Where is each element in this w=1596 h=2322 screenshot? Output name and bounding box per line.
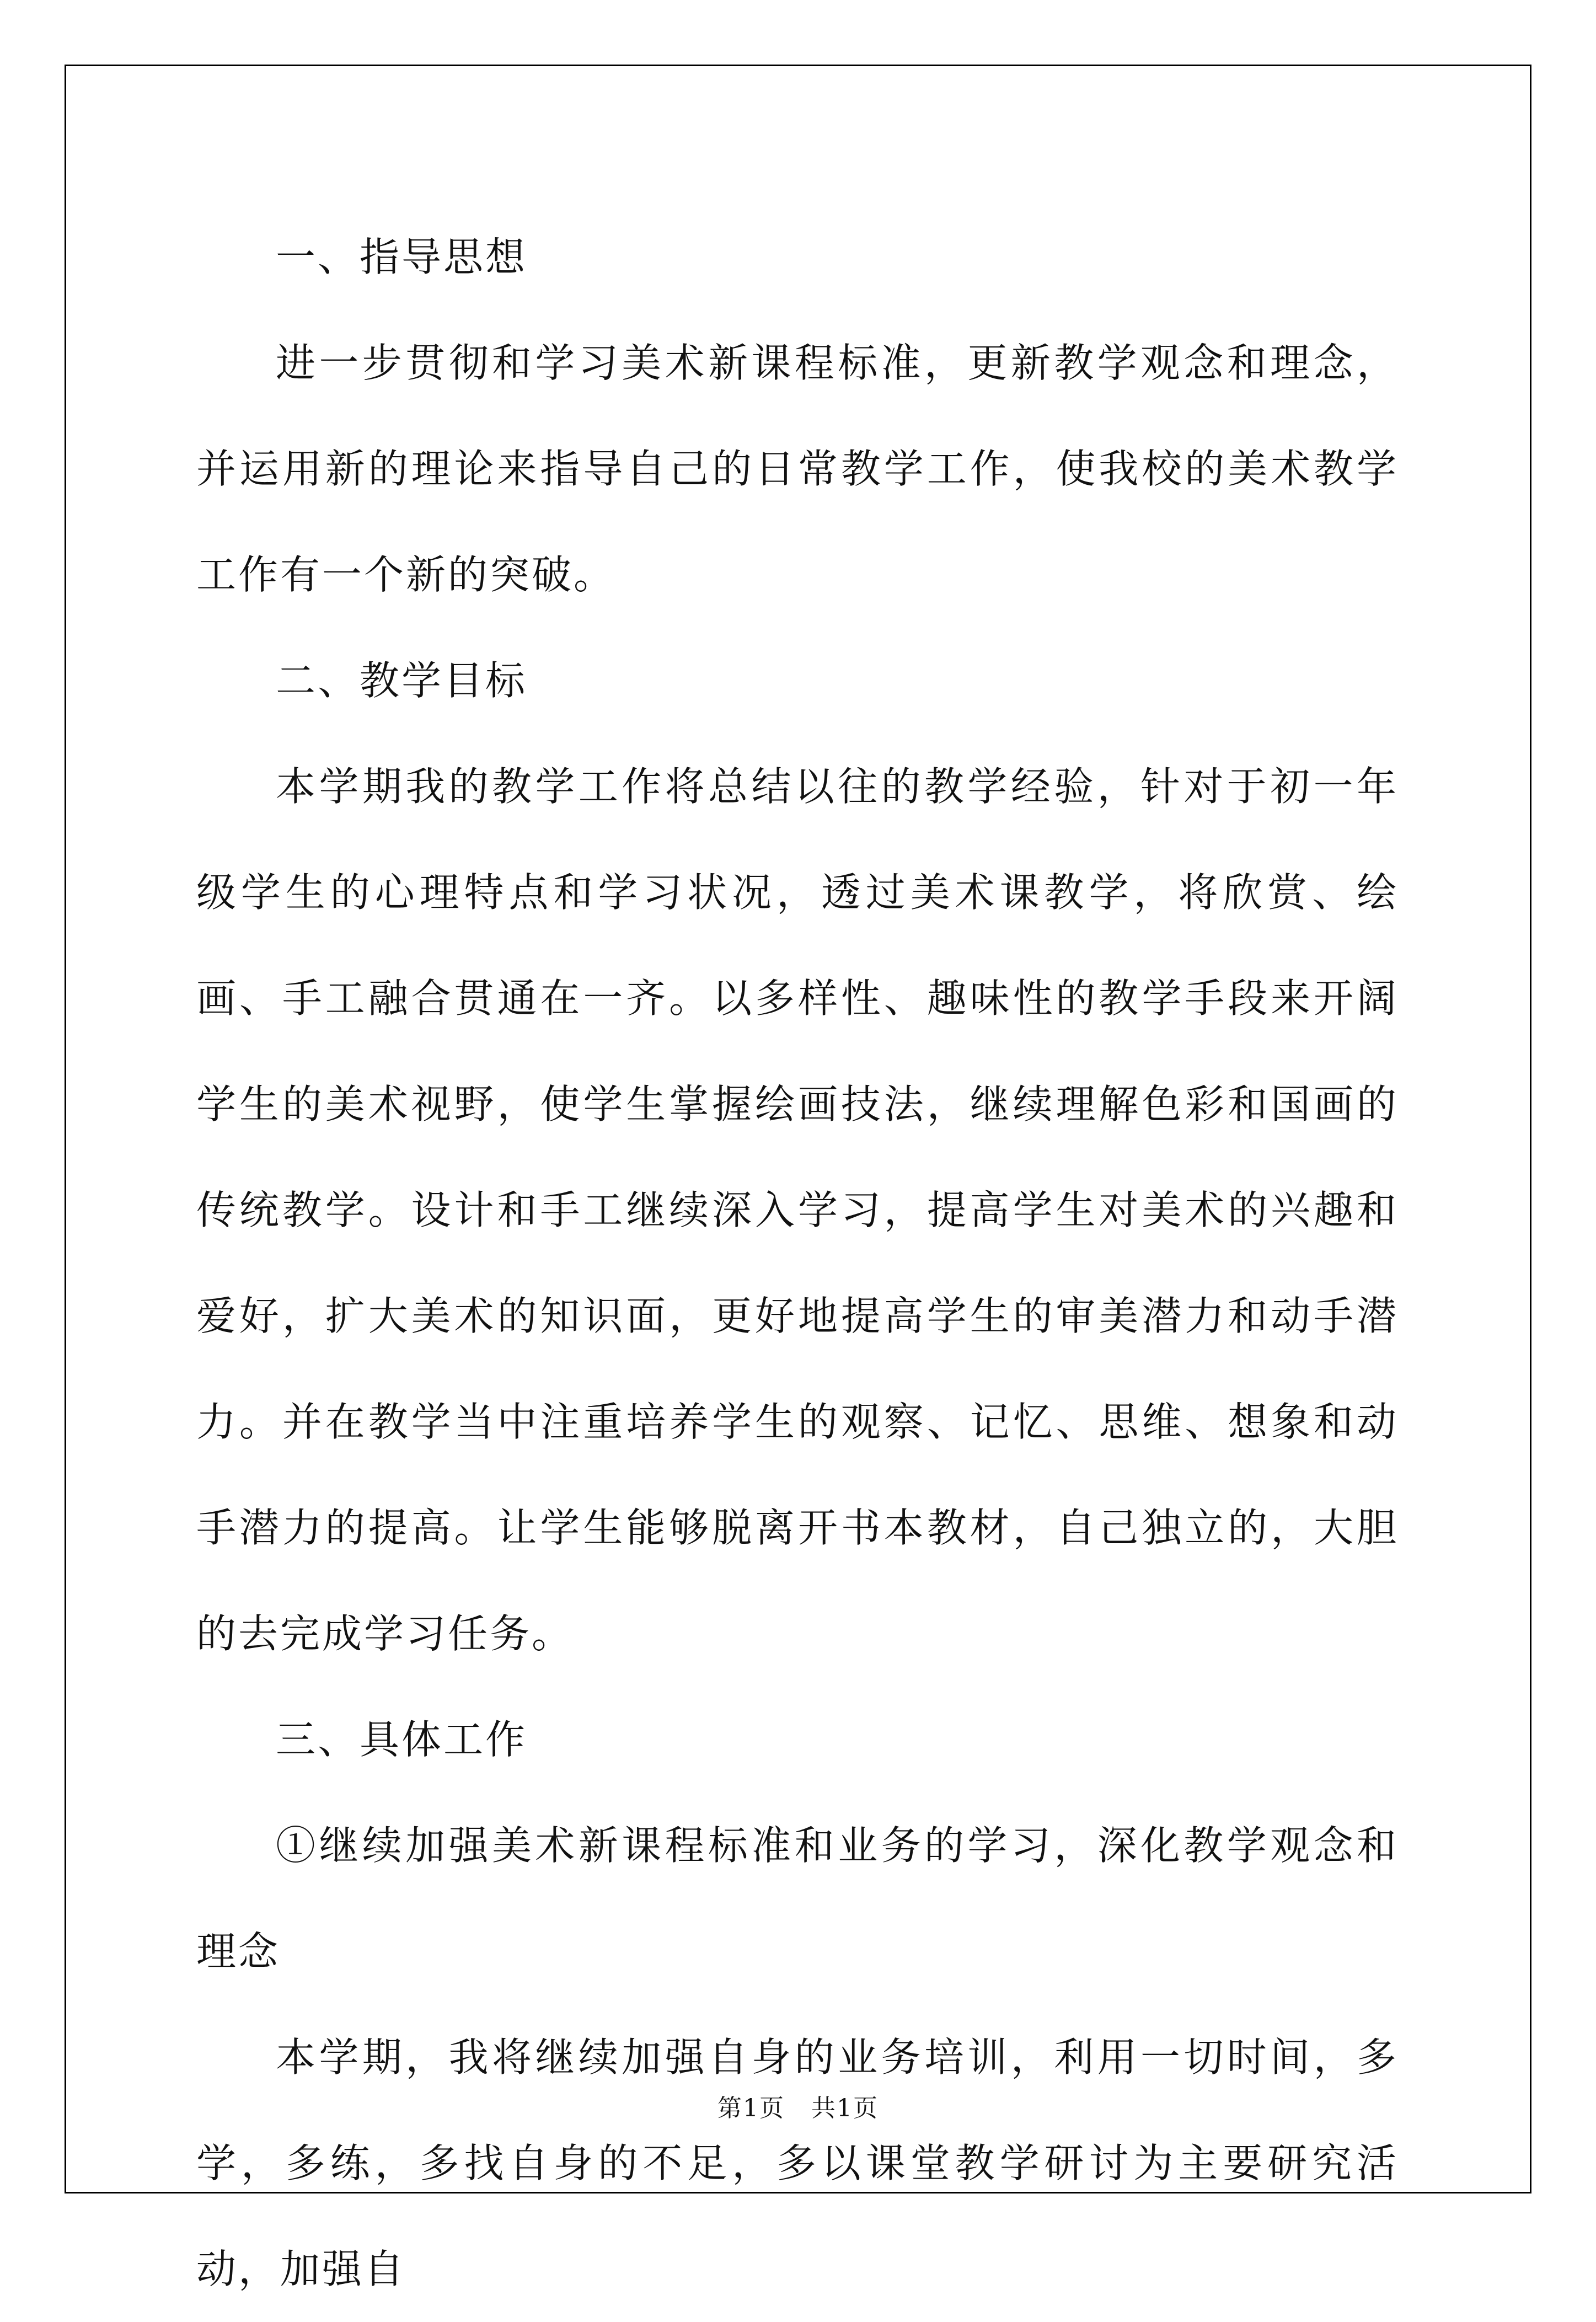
paragraph-guiding-ideology: 进一步贯彻和学习美术新课程标准，更新教学观念和理念，并运用新的理论来指导自己的日常教学工作，使我校的美术教学工作有一个新的突破。 [196,340,1399,598]
section-heading-guiding-ideology: 一、指导思想 [276,234,528,280]
page-total: 共1页 [811,2094,879,2122]
section-heading-teaching-goals: 二、教学目标 [276,657,528,704]
paragraph-teaching-goals: 本学期我的教学工作将总结以往的教学经验，针对于初一年级学生的心理特点和学习状况，透过美术课教学，将欣赏、绘画、手工融合贯通在一齐。以多样性、趣味性的教学手段来开阔学生的美术视野，使学生掌握绘画技法，继续理解色彩和国画的传统教学。设计和手工继续深入学习，提高学生对美术的兴趣和爱好，扩大美术的知识面，更好地提高学生的审美潜力和动手潜力。并在教学当中注重培养学生的观察、记忆、思维、想象和动手潜力的提高。让学生能够脱离开书本教材，自己独立的，大胆的去完成学习任务。 [196,763,1399,1657]
page-footer [0,2088,1596,2123]
page-number: 第1页 [717,2094,785,2122]
section-heading-specific-work: 三、具体工作 [276,1716,528,1763]
paragraph-specific-work-item-1: ①继续加强美术新课程标准和业务的学习，深化教学观念和理念 [196,1822,1399,1975]
paragraph-specific-work-detail: 本学期，我将继续加强自身的业务培训，利用一切时间，多学，多练，多找自身的不足，多以课堂教学研讨为主要研究活动，加强自 [196,2034,1399,2292]
document-body [196,204,1399,2322]
